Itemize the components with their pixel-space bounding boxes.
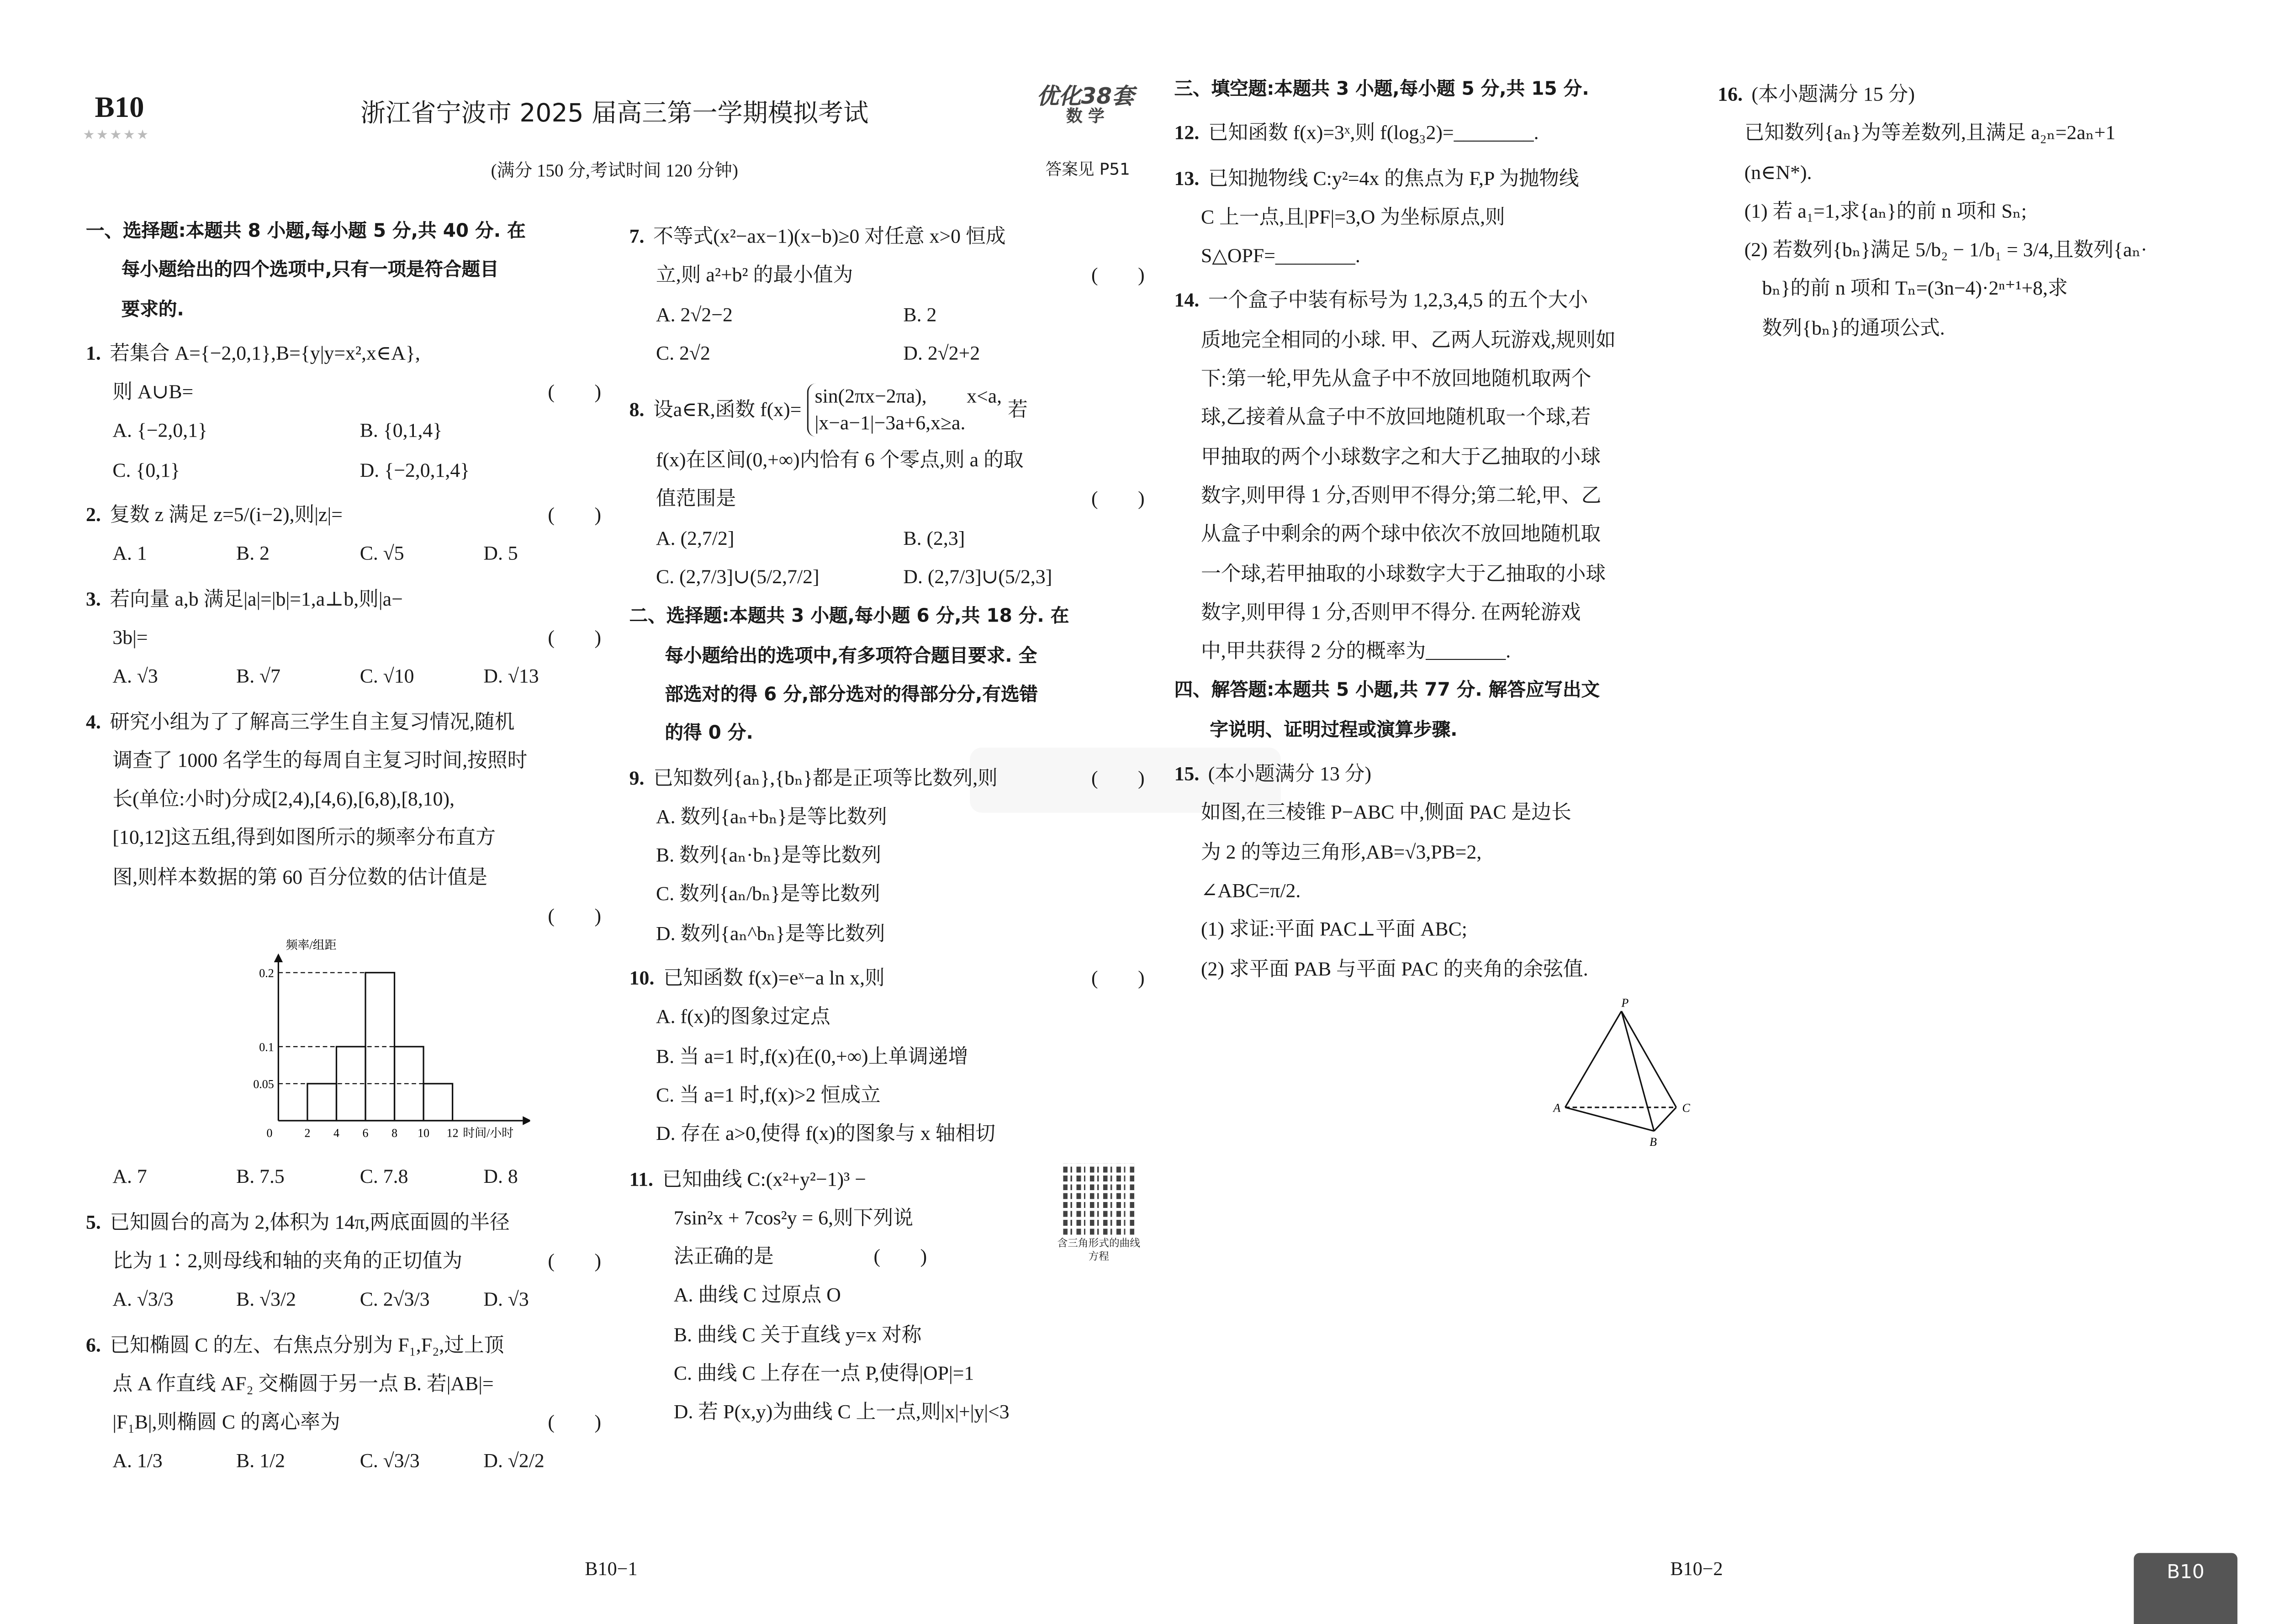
- vertex-label: B: [1650, 1135, 1657, 1149]
- question-number: 3.: [86, 587, 101, 610]
- question-line: [86, 742, 607, 780]
- vertex-label: P: [1621, 996, 1629, 1009]
- question-line: [1174, 554, 1696, 593]
- question-line: [629, 1238, 1151, 1276]
- question-line: [1174, 516, 1696, 554]
- question-line: [86, 1326, 607, 1365]
- question-number: 12.: [1174, 121, 1200, 144]
- question-text: 设a∈R,函数 f(x)=: [653, 398, 802, 421]
- question-text: 则 A∪B=: [112, 380, 194, 403]
- question-line: [1174, 159, 1696, 198]
- answer-option[interactable]: D. 2√2+2: [903, 342, 980, 364]
- question-text: A. f(x)的图象过定点: [656, 1006, 830, 1028]
- question-text: A. 数列{aₙ+bₙ}是等比数列: [656, 805, 887, 828]
- question-number: 13.: [1174, 166, 1200, 189]
- question-number: 10.: [629, 966, 655, 989]
- question-text: 不等式(x²−ax−1)(x−b)≥0 对任意 x>0 恒成: [653, 225, 1006, 248]
- vertex-label: C: [1682, 1101, 1690, 1114]
- answer-option[interactable]: A. √3/3: [112, 1288, 174, 1311]
- section-heading-text: 一、选择题:本题共 8 小题,每小题 5 分,共 40 分. 在: [86, 219, 526, 242]
- question-text: 已知曲线 C:(x²+y²−1)³ −: [662, 1167, 866, 1190]
- question-text: A. 曲线 C 过原点 O: [673, 1284, 841, 1307]
- question-text: bₙ}的前 n 项和 Tₙ=(3n−4)·2ⁿ⁺¹+8,求: [1762, 277, 2068, 300]
- question-text: 值范围是: [656, 488, 736, 510]
- question-line: [629, 1037, 1151, 1076]
- option-row: [629, 558, 1151, 597]
- x-tick-label: 6: [362, 1127, 369, 1140]
- question-line: [1174, 438, 1696, 476]
- question-line: [86, 702, 607, 741]
- x-tick-label: 10: [418, 1127, 430, 1140]
- question-line: [86, 580, 607, 619]
- answer-option[interactable]: C. √10: [360, 665, 414, 687]
- question-text: 数列{bₙ}的通项公式.: [1762, 316, 1945, 339]
- x-axis-arrow-icon: [523, 1117, 530, 1125]
- question-text: 点 A 作直线 AF₂ 交椭圆于另一点 B. 若|AB|=: [112, 1372, 494, 1395]
- question-line: [1174, 399, 1696, 438]
- answer-option[interactable]: A. 7: [112, 1165, 147, 1188]
- subject-label: 数 学: [1066, 106, 1105, 126]
- answer-option[interactable]: A. 2√2−2: [656, 303, 733, 325]
- question-line: [629, 218, 1151, 257]
- histogram-bar: [423, 1084, 453, 1121]
- option-row: [86, 451, 607, 490]
- question-line: [1174, 198, 1696, 237]
- edge-pc: [1622, 1011, 1676, 1107]
- question-line: [629, 1393, 1151, 1432]
- question-text: D. 数列{aₙ^bₙ}是等比数列: [656, 922, 885, 944]
- question-text: 3b|=: [112, 626, 148, 649]
- question-line: [86, 496, 607, 535]
- answer-option[interactable]: B. 2: [236, 542, 270, 565]
- question-text: 已知圆台的高为 2,体积为 14π,两底面圆的半径: [110, 1210, 510, 1233]
- question-line: [1174, 633, 1696, 671]
- edge-ab: [1565, 1107, 1654, 1131]
- question-line: [629, 914, 1151, 953]
- answer-bracket[interactable]: ( ): [548, 904, 602, 927]
- star-rating-icon: ★★★★★: [83, 127, 150, 142]
- piecewise-cases: [807, 384, 1002, 437]
- question-text: [10,12]这五组,得到如图所示的频率分布直方: [112, 827, 496, 849]
- question-number: 16.: [1718, 83, 1743, 105]
- column-1: [86, 212, 607, 1482]
- option-row: [86, 658, 607, 696]
- logo-text: 优化38套: [1036, 83, 1134, 110]
- question-line: [1718, 309, 2243, 348]
- column-2: [629, 212, 1151, 1433]
- histogram-bar: [307, 1084, 337, 1121]
- question-line: [86, 1203, 607, 1242]
- question-text: S△OPF=________.: [1200, 244, 1360, 267]
- x-tick-label: 0: [266, 1127, 273, 1140]
- x-tick-label: 12: [446, 1127, 459, 1140]
- question-line: [1174, 477, 1696, 516]
- section-heading: [86, 212, 607, 251]
- question-line: [86, 819, 607, 858]
- question-number: 11.: [629, 1167, 654, 1190]
- question-text: 中,甲共获得 2 分的概率为________.: [1200, 639, 1511, 662]
- question-line: [1174, 911, 1696, 949]
- section-heading-text: 三、填空题:本题共 3 小题,每小题 5 分,共 15 分.: [1174, 77, 1589, 100]
- question-text: 质地完全相同的小球. 甲、乙两人玩游戏,规则如: [1200, 328, 1616, 351]
- answer-option[interactable]: D. √3: [483, 1288, 529, 1311]
- option-row: [86, 1281, 607, 1320]
- question-text: 比为 1∶2,则母线和轴的夹角的正切值为: [112, 1249, 463, 1272]
- piecewise-case: |x−a−1|−3a+6,x≥a.: [814, 411, 966, 434]
- tetrahedron-figure: [1174, 989, 1696, 1152]
- question-text: B. 数列{aₙ·bₙ}是等比数列: [656, 844, 882, 866]
- answer-option[interactable]: C. 2√3/3: [360, 1288, 430, 1311]
- question-number: 2.: [86, 503, 101, 526]
- question-text: D. 存在 a>0,使得 f(x)的图象与 x 轴相切: [656, 1122, 996, 1145]
- question-line: [1718, 153, 2243, 192]
- question-line: [1174, 115, 1696, 153]
- question-text: (1) 若 a₁=1,求{aₙ}的前 n 项和 Sₙ;: [1744, 200, 2027, 222]
- question-line: [629, 1076, 1151, 1115]
- option-row: [629, 334, 1151, 373]
- question-line: [86, 780, 607, 819]
- answer-option[interactable]: D. (2,7/3]∪(5/2,3]: [903, 565, 1052, 588]
- question-line: [629, 1316, 1151, 1355]
- section-heading: [1174, 710, 1696, 749]
- answer-option[interactable]: D. √13: [483, 665, 539, 687]
- question-text: 已知椭圆 C 的左、右焦点分别为 F₁,F₂,过上顶: [110, 1333, 504, 1355]
- page-number-right: B10−2: [1670, 1557, 1723, 1580]
- question-text: 已知函数 f(x)=eˣ−a ln x,则: [663, 966, 885, 989]
- question-line: [1718, 192, 2243, 231]
- question-line: [629, 257, 1151, 295]
- answer-bracket[interactable]: ( ): [548, 1249, 602, 1272]
- answer-option[interactable]: C. {0,1}: [112, 459, 180, 481]
- answer-option[interactable]: D. {−2,0,1,4}: [360, 459, 470, 481]
- question-text: 已知抛物线 C:y²=4x 的焦点为 F,P 为抛物线: [1208, 166, 1579, 189]
- brand-logo: [1036, 83, 1134, 127]
- question-number: 5.: [86, 1210, 101, 1233]
- figure: [1174, 989, 1696, 1152]
- page-number-left: B10−1: [585, 1557, 638, 1580]
- section-heading-text: 每小题给出的选项中,有多项符合题目要求. 全: [665, 643, 1037, 666]
- answer-bracket[interactable]: ( ): [1091, 766, 1145, 789]
- y-tick-label: 0.05: [253, 1078, 274, 1091]
- answer-option[interactable]: B. (2,3]: [903, 527, 965, 549]
- question-text: 一个球,若甲抽取的小球数字大于乙抽取的小球: [1200, 562, 1606, 585]
- option-row: [86, 1443, 607, 1482]
- question-text: 图,则样本数据的第 60 百分位数的估计值是: [112, 865, 487, 888]
- answer-bracket[interactable]: ( ): [1091, 264, 1145, 286]
- question-text: 为 2 的等边三角形,AB=√3,PB=2,: [1200, 840, 1482, 863]
- section-tab[interactable]: B10: [2134, 1553, 2237, 1624]
- edge-pb: [1622, 1011, 1654, 1131]
- piecewise-case: sin(2πx−2πa), x<a,: [814, 385, 1002, 408]
- question-text: 球,乙接着从盒子中不放回地随机取一个球,若: [1200, 406, 1591, 429]
- section-heading: [86, 251, 607, 290]
- answer-option[interactable]: C. 7.8: [360, 1165, 408, 1188]
- section-heading-text: 字说明、证明过程或演算步骤.: [1210, 717, 1458, 740]
- histogram-chart: [234, 936, 530, 1158]
- question-line: [629, 837, 1151, 875]
- section-heading-text: 部选对的得 6 分,部分选对的得部分分,有选错: [665, 682, 1038, 705]
- section-heading: [629, 636, 1151, 675]
- question-text: (本小题满分 15 分): [1751, 83, 1915, 105]
- question-line: [86, 1403, 607, 1442]
- section-heading-text: 的得 0 分.: [665, 721, 753, 744]
- question-line: [629, 442, 1151, 480]
- edge-pa: [1565, 1011, 1621, 1107]
- question-line: [86, 334, 607, 373]
- question-text: 立,则 a²+b² 的最小值为: [656, 264, 853, 286]
- exam-info: (满分 150 分,考试时间 120 分钟): [491, 160, 738, 181]
- answer-bracket[interactable]: ( ): [1091, 488, 1145, 510]
- x-tick-label: 2: [304, 1127, 311, 1140]
- answer-option[interactable]: B. {0,1,4}: [360, 419, 443, 442]
- answer-option[interactable]: B. √7: [236, 665, 281, 687]
- question-text: 已知函数 f(x)=3ˣ,则 f(log₃2)=________.: [1208, 121, 1539, 144]
- answer-bracket[interactable]: ( ): [548, 380, 602, 403]
- answer-option[interactable]: D. 8: [483, 1165, 518, 1188]
- question-line: [86, 897, 607, 936]
- question-text: 数字,则甲得 1 分,否则甲不得分. 在两轮游戏: [1200, 601, 1581, 623]
- question-line: [629, 759, 1151, 798]
- answer-option[interactable]: B. √3/2: [236, 1288, 296, 1311]
- question-number: 14.: [1174, 289, 1200, 312]
- question-text: (2) 求平面 PAB 与平面 PAC 的夹角的余弦值.: [1200, 957, 1588, 980]
- section-heading: [629, 675, 1151, 714]
- question-line: [629, 1199, 1151, 1238]
- question-line: [1174, 755, 1696, 794]
- question-text: C 上一点,且|PF|=3,O 为坐标原点,则: [1200, 206, 1505, 228]
- question-line: [629, 1277, 1151, 1316]
- question-text: 已知数列{aₙ}为等差数列,且满足 a₂ₙ=2aₙ+1: [1744, 121, 2116, 144]
- question-number: 9.: [629, 766, 645, 789]
- question-line: [1174, 794, 1696, 833]
- column-4: [1718, 69, 2243, 348]
- question-line: [629, 998, 1151, 1037]
- question-text: C. 当 a=1 时,f(x)>2 恒成立: [656, 1083, 881, 1106]
- answer-option[interactable]: B. 7.5: [236, 1165, 285, 1188]
- question-text: C. 数列{aₙ/bₙ}是等比数列: [656, 883, 880, 906]
- section-heading-text: 二、选择题:本题共 3 小题,每小题 6 分,共 18 分. 在: [629, 604, 1069, 627]
- question-text: 若集合 A={−2,0,1},B={y|y=x²,x∈A},: [110, 342, 420, 364]
- column-3: [1174, 69, 1696, 1151]
- question-line: [1174, 237, 1696, 276]
- question-line: [1174, 833, 1696, 872]
- section-heading-text: 每小题给出的四个选项中,只有一项是符合题目: [121, 258, 499, 280]
- answer-option[interactable]: D. √2/2: [483, 1450, 545, 1472]
- question-line: [629, 1115, 1151, 1154]
- section-heading: [629, 714, 1151, 753]
- question-text: B. 曲线 C 关于直线 y=x 对称: [673, 1323, 922, 1345]
- option-row: [629, 519, 1151, 558]
- answer-option[interactable]: A. 1/3: [112, 1450, 163, 1472]
- question-line: [629, 875, 1151, 914]
- y-tick-label: 0.2: [259, 967, 274, 981]
- question-text: 长(单位:小时)分成[2,4),[4,6),[6,8),[8,10),: [112, 788, 455, 810]
- question-line: [1174, 321, 1696, 360]
- qr-caption: 含三角形式的曲线方程: [1057, 1237, 1141, 1262]
- answer-option[interactable]: A. √3: [112, 665, 158, 687]
- question-text: (2) 若数列{bₙ}满足 5/b₂ − 1/b₁ = 3/4,且数列{aₙ·: [1744, 238, 2147, 261]
- question-line: [1718, 270, 2243, 309]
- question-text: f(x)在区间(0,+∞)内恰有 6 个零点,则 a 的取: [656, 448, 1024, 471]
- histogram-figure: [86, 936, 607, 1158]
- question-line: [86, 858, 607, 897]
- question-number: 4.: [86, 710, 101, 733]
- question-text: 复数 z 满足 z=5/(i−2),则|z|=: [110, 503, 343, 526]
- question-text: 下:第一轮,甲先从盒子中不放回地随机取两个: [1200, 367, 1591, 390]
- section-heading: [629, 597, 1151, 636]
- question-text: 若向量 a,b 满足|a|=|b|=1,a⊥b,则|a−: [110, 587, 403, 610]
- question-text: (1) 求证:平面 PAC⊥平面 ABC;: [1200, 918, 1467, 941]
- section-heading: [1174, 671, 1696, 710]
- section-heading-text: 四、解答题:本题共 5 小题,共 77 分. 解答应写出文: [1174, 679, 1600, 701]
- question-text: 一个盒子中装有标号为 1,2,3,4,5 的五个大小: [1208, 289, 1588, 312]
- answer-bracket[interactable]: ( ): [548, 1411, 602, 1434]
- answer-option[interactable]: A. (2,7/2]: [656, 527, 735, 549]
- question-line: [1718, 115, 2243, 153]
- question-line: [629, 960, 1151, 998]
- answer-bracket[interactable]: ( ): [1091, 966, 1145, 989]
- question-line: [86, 619, 607, 658]
- option-row: [86, 535, 607, 574]
- question-text: 甲抽取的两个小球数字之和大于乙抽取的小球: [1200, 445, 1601, 468]
- question-number: 15.: [1174, 762, 1200, 785]
- question-line: [1718, 75, 2243, 114]
- answer-option[interactable]: C. √5: [360, 542, 404, 565]
- edge-bc: [1654, 1107, 1676, 1131]
- question-text: 7sin²x + 7cos²y = 6,则下列说: [673, 1206, 914, 1229]
- section-heading: [86, 290, 607, 328]
- answer-option[interactable]: D. 5: [483, 542, 518, 565]
- y-axis-label: 频率/组距: [286, 939, 337, 952]
- question-number: 1.: [86, 342, 101, 364]
- paper-code: B10: [95, 91, 144, 125]
- question-line: [629, 480, 1151, 519]
- question-number: 8.: [629, 398, 645, 421]
- question-text: |F₁B|,则椭圆 C 的离心率为: [112, 1411, 340, 1434]
- x-tick-label: 4: [333, 1127, 339, 1140]
- answer-option[interactable]: A. 1: [112, 542, 147, 565]
- x-tick-label: 8: [391, 1127, 398, 1140]
- question-text: 调查了 1000 名学生的每周自主复习时间,按照时: [112, 749, 528, 771]
- question-text: 若: [1008, 398, 1028, 421]
- answer-reference: 答案见 P51: [1045, 160, 1130, 179]
- question-line: [86, 373, 607, 412]
- question-number: 7.: [629, 225, 645, 248]
- section-heading-text: 要求的.: [121, 297, 184, 319]
- page-title: 浙江省宁波市 2025 届高三第一学期模拟考试: [360, 99, 869, 129]
- question-line: [1718, 231, 2243, 270]
- question-line: [629, 798, 1151, 837]
- section-heading: [1174, 69, 1696, 108]
- question-text: 研究小组为了了解高三学生自主复习情况,随机: [110, 710, 515, 733]
- answer-option[interactable]: B. 1/2: [236, 1450, 286, 1472]
- answer-option[interactable]: C. 2√2: [656, 342, 710, 364]
- question-text: (n∈N*).: [1744, 161, 1812, 183]
- y-tick-label: 0.1: [259, 1041, 274, 1055]
- answer-option[interactable]: C. √3/3: [360, 1450, 420, 1472]
- answer-bracket[interactable]: ( ): [548, 626, 602, 649]
- question-text: (本小题满分 13 分): [1208, 762, 1372, 785]
- question-text: B. 当 a=1 时,f(x)在(0,+∞)上单调递增: [656, 1044, 968, 1067]
- question-text: 如图,在三棱锥 P−ABC 中,侧面 PAC 是边长: [1200, 801, 1571, 824]
- question-text: 法正确的是 ( ): [673, 1245, 927, 1268]
- question-line: [1174, 360, 1696, 399]
- question-text: ∠ABC=π/2.: [1200, 879, 1301, 902]
- question-line: [86, 1365, 607, 1403]
- y-axis-arrow-icon: [274, 954, 283, 963]
- question-text: D. 若 P(x,y)为曲线 C 上一点,则|x|+|y|<3: [673, 1401, 1010, 1424]
- question-text: 数字,则甲得 1 分,否则甲不得分;第二轮,甲、乙: [1200, 484, 1602, 506]
- question-line: [86, 1242, 607, 1281]
- question-line: [1174, 950, 1696, 989]
- answer-option[interactable]: B. 2: [903, 303, 937, 325]
- question-line: [629, 379, 1151, 441]
- question-number: 6.: [86, 1333, 101, 1355]
- question-text: 已知数列{aₙ},{bₙ}都是正项等比数列,则: [653, 766, 998, 789]
- x-axis-label: 时间/小时: [463, 1127, 514, 1140]
- option-row: [629, 295, 1151, 334]
- question-line: [1174, 282, 1696, 321]
- question-text: C. 曲线 C 上存在一点 P,使得|OP|=1: [673, 1362, 974, 1384]
- question-line: [1174, 872, 1696, 911]
- option-row: [86, 1158, 607, 1197]
- answer-option[interactable]: A. {−2,0,1}: [112, 419, 208, 442]
- vertex-label: A: [1553, 1101, 1561, 1114]
- question-text: 从盒子中剩余的两个球中依次不放回地随机取: [1200, 523, 1601, 545]
- question-line: [629, 1355, 1151, 1393]
- answer-option[interactable]: C. (2,7/3]∪(5/2,7/2]: [656, 565, 819, 588]
- question-line: [1174, 593, 1696, 632]
- answer-bracket[interactable]: ( ): [548, 503, 602, 526]
- option-row: [86, 412, 607, 451]
